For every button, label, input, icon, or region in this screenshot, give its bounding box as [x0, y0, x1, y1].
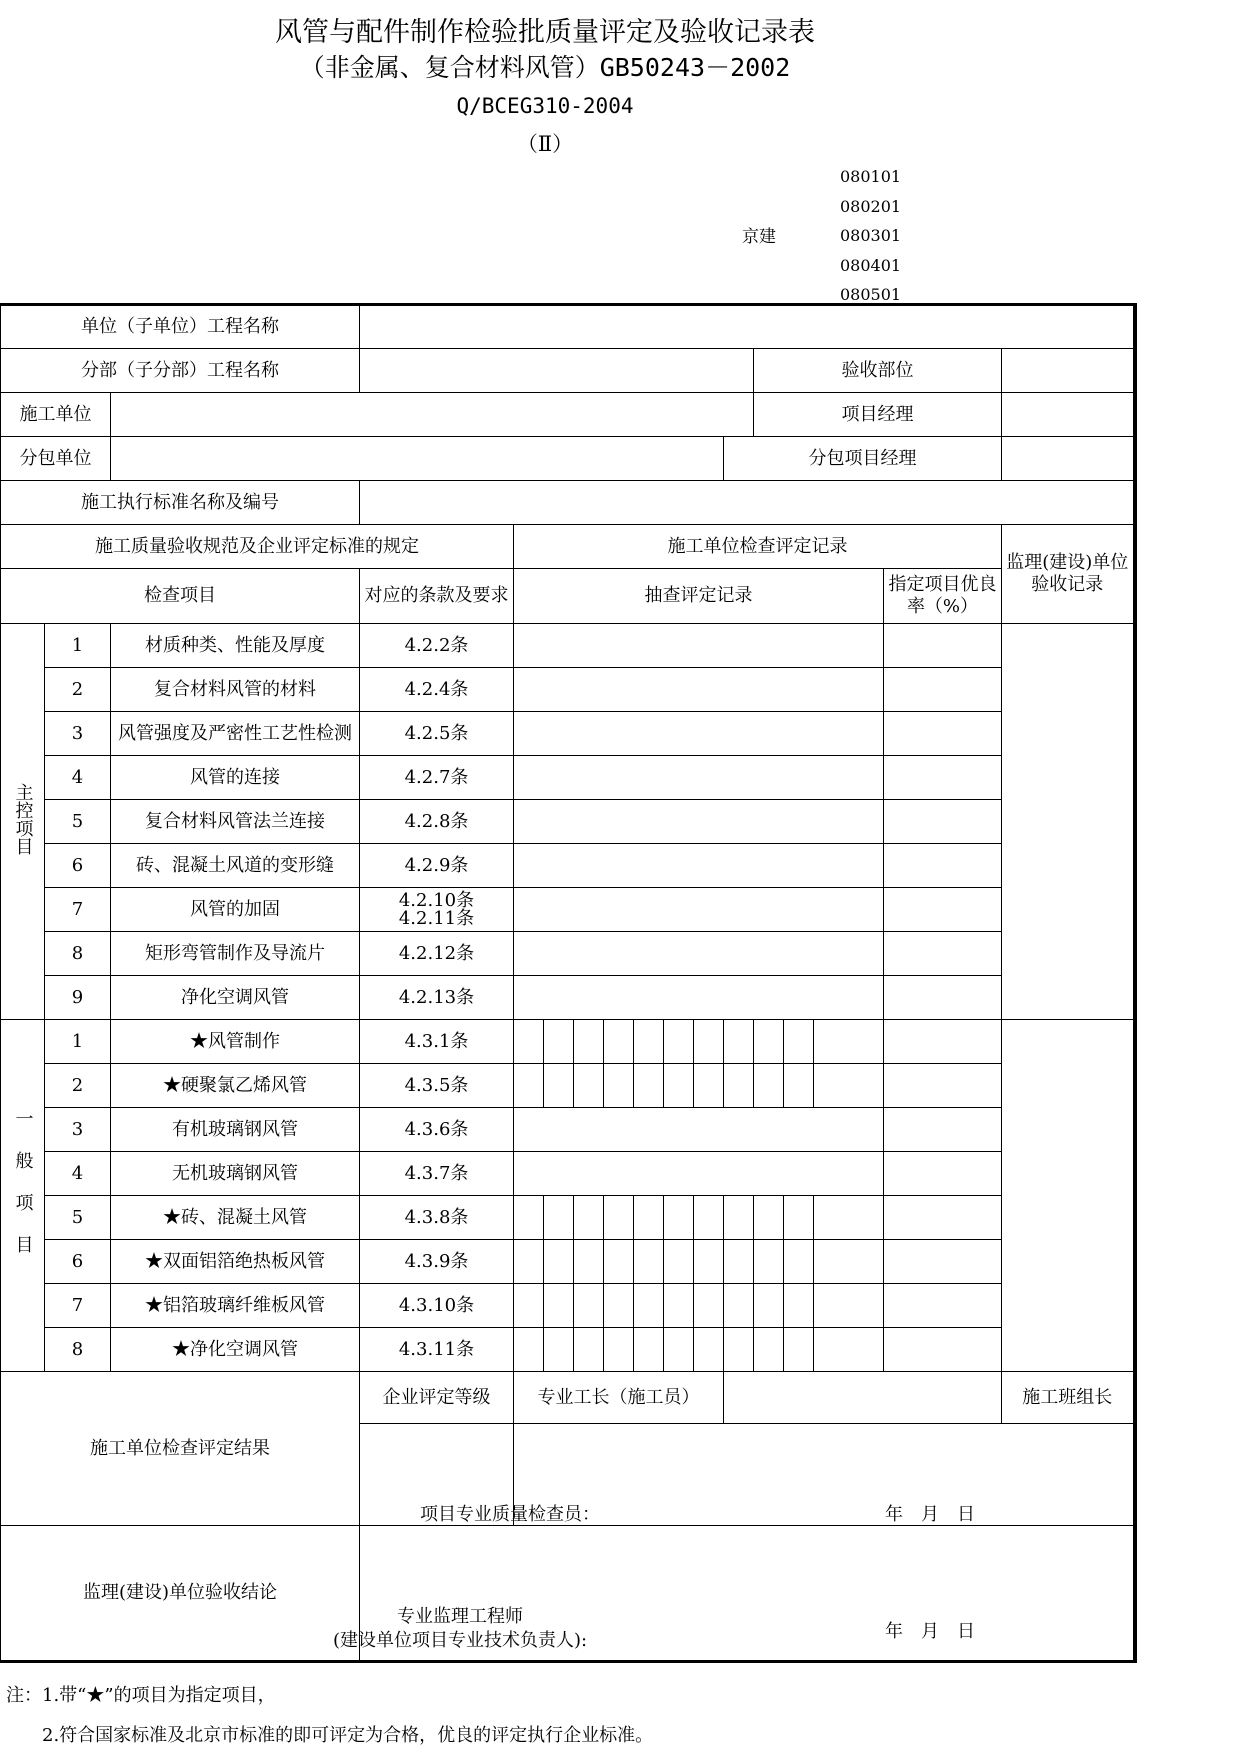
item-name: 复合材料风管的材料: [111, 668, 360, 712]
item-name: ★砖、混凝土风管: [111, 1196, 360, 1240]
item-name: ★双面铝箔绝热板风管: [111, 1240, 360, 1284]
item-clause: 4.3.11条: [360, 1328, 514, 1372]
item-clause-line: 4.2.11条: [398, 907, 475, 929]
item-name: ★风管制作: [111, 1020, 360, 1064]
rate-cell[interactable]: [884, 756, 1002, 800]
grid-cell[interactable]: [544, 1020, 574, 1064]
item-no: 8: [45, 1328, 111, 1372]
grid-cell[interactable]: [514, 1196, 544, 1240]
acceptance-part-field[interactable]: [1002, 349, 1135, 393]
general-text: 一般项目: [12, 1108, 34, 1277]
project-manager-label: 项目经理: [754, 393, 1002, 437]
sampling-cell[interactable]: [514, 800, 884, 844]
item-clause: 4.3.10条: [360, 1284, 514, 1328]
grid-cell[interactable]: [514, 1284, 544, 1328]
grid-cell[interactable]: [514, 1020, 544, 1064]
contractor-label: 施工单位: [1, 393, 111, 437]
grid-cell[interactable]: [754, 1284, 784, 1328]
jingjian-label: 京建: [742, 227, 776, 247]
form-variant: （Ⅱ）: [516, 132, 574, 156]
rate-cell[interactable]: [884, 1152, 1002, 1196]
item-clause: 4.2.5条: [360, 712, 514, 756]
sampling-cell[interactable]: [514, 1152, 884, 1196]
grid-cell[interactable]: [574, 1328, 604, 1372]
grid-cell[interactable]: [634, 1020, 664, 1064]
grid-cell[interactable]: [634, 1284, 664, 1328]
grid-cell[interactable]: [604, 1284, 634, 1328]
spec-header: 施工质量验收规范及企业评定标准的规定: [1, 525, 514, 569]
inspection-table: [0, 303, 1137, 1663]
item-name: 无机玻璃钢风管: [111, 1152, 360, 1196]
grade-label: 企业评定等级: [360, 1372, 514, 1424]
grid-cell[interactable]: [604, 1196, 634, 1240]
conclusion-label: 监理(建设)单位验收结论: [1, 1526, 360, 1662]
item-clause: 4.3.1条: [360, 1020, 514, 1064]
rate-header: 指定项目优良率（%）: [884, 569, 1002, 624]
grid-cell[interactable]: [664, 1328, 694, 1372]
result-label: 施工单位检查评定结果: [1, 1372, 360, 1526]
grid-cell[interactable]: [634, 1196, 664, 1240]
main-control-label: [1, 624, 45, 1020]
grid-cell[interactable]: [514, 1328, 544, 1372]
grid-cell[interactable]: [514, 1064, 544, 1108]
grid-cell[interactable]: [604, 1064, 634, 1108]
grid-cell[interactable]: [724, 1328, 754, 1372]
grid-cell[interactable]: [664, 1284, 694, 1328]
engineer-label-line: (建设单位项目专业技术负责人):: [332, 1630, 588, 1651]
sampling-cell[interactable]: [514, 668, 884, 712]
supervision-cell[interactable]: [1002, 624, 1135, 1020]
project-manager-field[interactable]: [1002, 393, 1135, 437]
grid-cell[interactable]: [664, 1020, 694, 1064]
form-codes: [840, 162, 901, 310]
rate-cell[interactable]: [884, 668, 1002, 712]
item-no: 3: [45, 1108, 111, 1152]
form-code: 080201: [840, 196, 902, 216]
item-no: 8: [45, 932, 111, 976]
item-no: 1: [45, 624, 111, 668]
grid-cell[interactable]: [664, 1064, 694, 1108]
grid-cell[interactable]: [694, 1284, 724, 1328]
supervision-header: 监理(建设)单位验收记录: [1002, 525, 1135, 624]
grid-cell[interactable]: [724, 1064, 754, 1108]
item-no: 4: [45, 756, 111, 800]
item-name: 砖、混凝土风道的变形缝: [111, 844, 360, 888]
item-name: 矩形弯管制作及导流片: [111, 932, 360, 976]
form-code: 080301: [840, 226, 902, 245]
inspector-label: 项目专业质量检查员：: [420, 1504, 600, 1525]
item-name: ★净化空调风管: [111, 1328, 360, 1372]
contractor-field[interactable]: [111, 393, 754, 437]
grid-cell[interactable]: [754, 1196, 784, 1240]
grid-cell[interactable]: [724, 1284, 754, 1328]
form-title: 风管与配件制作检验批质量评定及验收记录表: [275, 17, 815, 48]
grid-cell[interactable]: [754, 1064, 784, 1108]
check-record-header: 施工单位检查评定记录: [514, 525, 1002, 569]
rate-cell[interactable]: [884, 1240, 1002, 1284]
item-no: 5: [45, 1196, 111, 1240]
grid-cell[interactable]: [544, 1064, 574, 1108]
grid-cell[interactable]: [544, 1196, 574, 1240]
grid-cell[interactable]: [514, 1240, 544, 1284]
grid-cell[interactable]: [694, 1328, 724, 1372]
form-code: 080501: [840, 285, 902, 304]
standard-field[interactable]: [360, 481, 1135, 525]
rate-cell[interactable]: [884, 1020, 1002, 1064]
supervision-cell[interactable]: [1002, 1020, 1135, 1372]
grid-cell[interactable]: [694, 1020, 724, 1064]
sub-project-manager-label: 分包项目经理: [724, 437, 1002, 481]
rate-cell[interactable]: [884, 1328, 1002, 1372]
project-name-label: 单位（子单位）工程名称: [1, 305, 360, 349]
main-control-text: 主控项目: [12, 782, 34, 855]
engineer-label: [300, 1605, 620, 1653]
grid-cell[interactable]: [754, 1020, 784, 1064]
grid-cell[interactable]: [814, 1328, 884, 1372]
item-clause: 4.2.9条: [360, 844, 514, 888]
item-no: 6: [45, 1240, 111, 1284]
grid-cell[interactable]: [784, 1196, 814, 1240]
standard-label: 施工执行标准名称及编号: [1, 481, 360, 525]
grid-cell[interactable]: [724, 1020, 754, 1064]
sub-project-field[interactable]: [360, 349, 754, 393]
acceptance-part-label: 验收部位: [754, 349, 1002, 393]
grid-cell[interactable]: [574, 1196, 604, 1240]
grid-cell[interactable]: [604, 1328, 634, 1372]
inspector-date: 年 月 日: [885, 1504, 975, 1525]
item-name: 复合材料风管法兰连接: [111, 800, 360, 844]
item-name: 净化空调风管: [111, 976, 360, 1020]
item-header: 检查项目: [1, 569, 360, 624]
item-no: 7: [45, 1284, 111, 1328]
rate-cell[interactable]: [884, 712, 1002, 756]
item-no: 7: [45, 888, 111, 932]
item-clause: 4.2.8条: [360, 800, 514, 844]
item-clause-line: 4.2.10条: [398, 889, 475, 911]
rate-cell[interactable]: [884, 800, 1002, 844]
form-code: 080401: [840, 255, 902, 275]
rate-cell[interactable]: [884, 844, 1002, 888]
grid-cell[interactable]: [814, 1284, 884, 1328]
grid-cell[interactable]: [664, 1196, 694, 1240]
sampling-cell[interactable]: [514, 844, 884, 888]
grid-cell[interactable]: [724, 1240, 754, 1284]
grid-cell[interactable]: [814, 1020, 884, 1064]
grid-cell[interactable]: [574, 1240, 604, 1284]
item-clause: 4.2.12条: [360, 932, 514, 976]
item-clause: 4.3.5条: [360, 1064, 514, 1108]
sampling-cell[interactable]: [514, 756, 884, 800]
grid-cell[interactable]: [814, 1240, 884, 1284]
note-line: 2.符合国家标准及北京市标准的即可评定为合格，优良的评定执行企业标准。: [6, 1725, 654, 1746]
form-code: 080101: [840, 167, 902, 186]
grid-cell[interactable]: [604, 1020, 634, 1064]
grid-cell[interactable]: [784, 1064, 814, 1108]
item-clause: 4.3.7条: [360, 1152, 514, 1196]
sub-project-label: 分部（子分部）工程名称: [1, 349, 360, 393]
grid-cell[interactable]: [784, 1328, 814, 1372]
notes: [6, 1676, 653, 1756]
grid-cell[interactable]: [544, 1240, 574, 1284]
note-line: 注：1.带“★”的项目为指定项目，: [6, 1685, 276, 1706]
item-name: 风管的加固: [111, 888, 360, 932]
grid-cell[interactable]: [604, 1240, 634, 1284]
sampling-cell[interactable]: [514, 976, 884, 1020]
item-no: 6: [45, 844, 111, 888]
grid-cell[interactable]: [784, 1284, 814, 1328]
rate-cell[interactable]: [884, 1284, 1002, 1328]
sampling-cell[interactable]: [514, 888, 884, 932]
grid-cell[interactable]: [574, 1064, 604, 1108]
subcontractor-label: 分包单位: [1, 437, 111, 481]
item-no: 5: [45, 800, 111, 844]
inspector-sign-area[interactable]: [514, 1424, 1135, 1526]
grid-cell[interactable]: [694, 1064, 724, 1108]
rate-cell[interactable]: [884, 1064, 1002, 1108]
team-leader-label: 施工班组长: [1002, 1372, 1135, 1424]
rate-cell[interactable]: [884, 932, 1002, 976]
rate-cell[interactable]: [884, 624, 1002, 668]
grid-cell[interactable]: [724, 1196, 754, 1240]
sub-project-manager-field[interactable]: [1002, 437, 1135, 481]
sampling-cell[interactable]: [514, 712, 884, 756]
subcontractor-field[interactable]: [111, 437, 724, 481]
sampling-header: 抽查评定记录: [514, 569, 884, 624]
item-no: 2: [45, 1064, 111, 1108]
item-clause: 4.2.4条: [360, 668, 514, 712]
item-clause: 4.2.13条: [360, 976, 514, 1020]
sampling-cell[interactable]: [514, 932, 884, 976]
engineer-label-line: 专业监理工程师: [397, 1606, 523, 1627]
grid-cell[interactable]: [784, 1240, 814, 1284]
grid-cell[interactable]: [634, 1328, 664, 1372]
grid-cell[interactable]: [694, 1240, 724, 1284]
item-clause: [360, 888, 514, 932]
form-subtitle: （非金属、复合材料风管）GB50243－2002: [299, 53, 791, 82]
item-clause: 4.3.8条: [360, 1196, 514, 1240]
item-no: 9: [45, 976, 111, 1020]
engineer-date: 年 月 日: [885, 1621, 975, 1642]
sampling-cell[interactable]: [514, 1108, 884, 1152]
rate-cell[interactable]: [884, 888, 1002, 932]
item-name: ★铝箔玻璃纤维板风管: [111, 1284, 360, 1328]
foreman-label: 专业工长（施工员）: [514, 1372, 724, 1424]
rate-cell[interactable]: [884, 976, 1002, 1020]
item-no: 4: [45, 1152, 111, 1196]
grid-cell[interactable]: [574, 1020, 604, 1064]
item-clause: 4.2.7条: [360, 756, 514, 800]
project-name-field[interactable]: [360, 305, 1135, 349]
grid-cell[interactable]: [544, 1284, 574, 1328]
item-name: ★硬聚氯乙烯风管: [111, 1064, 360, 1108]
foreman-field[interactable]: [724, 1372, 1002, 1424]
item-no: 3: [45, 712, 111, 756]
grid-cell[interactable]: [754, 1328, 784, 1372]
item-clause: 4.2.2条: [360, 624, 514, 668]
grid-cell[interactable]: [634, 1240, 664, 1284]
general-label: [1, 1020, 45, 1372]
grid-cell[interactable]: [814, 1064, 884, 1108]
item-no: 1: [45, 1020, 111, 1064]
item-no: 2: [45, 668, 111, 712]
item-name: 有机玻璃钢风管: [111, 1108, 360, 1152]
clause-header: 对应的条款及要求: [360, 569, 514, 624]
grid-cell[interactable]: [574, 1284, 604, 1328]
grid-cell[interactable]: [754, 1240, 784, 1284]
item-clause: 4.3.9条: [360, 1240, 514, 1284]
grid-cell[interactable]: [784, 1020, 814, 1064]
grid-cell[interactable]: [544, 1328, 574, 1372]
sampling-cell[interactable]: [514, 624, 884, 668]
rate-cell[interactable]: [884, 1196, 1002, 1240]
item-name: 材质种类、性能及厚度: [111, 624, 360, 668]
grid-cell[interactable]: [664, 1240, 694, 1284]
grid-cell[interactable]: [634, 1064, 664, 1108]
standard-code: Q/BCEG310-2004: [456, 94, 634, 118]
grid-cell[interactable]: [694, 1196, 724, 1240]
item-name: 风管的连接: [111, 756, 360, 800]
grid-cell[interactable]: [814, 1196, 884, 1240]
item-name: 风管强度及严密性工艺性检测: [111, 712, 360, 756]
rate-cell[interactable]: [884, 1108, 1002, 1152]
item-clause: 4.3.6条: [360, 1108, 514, 1152]
